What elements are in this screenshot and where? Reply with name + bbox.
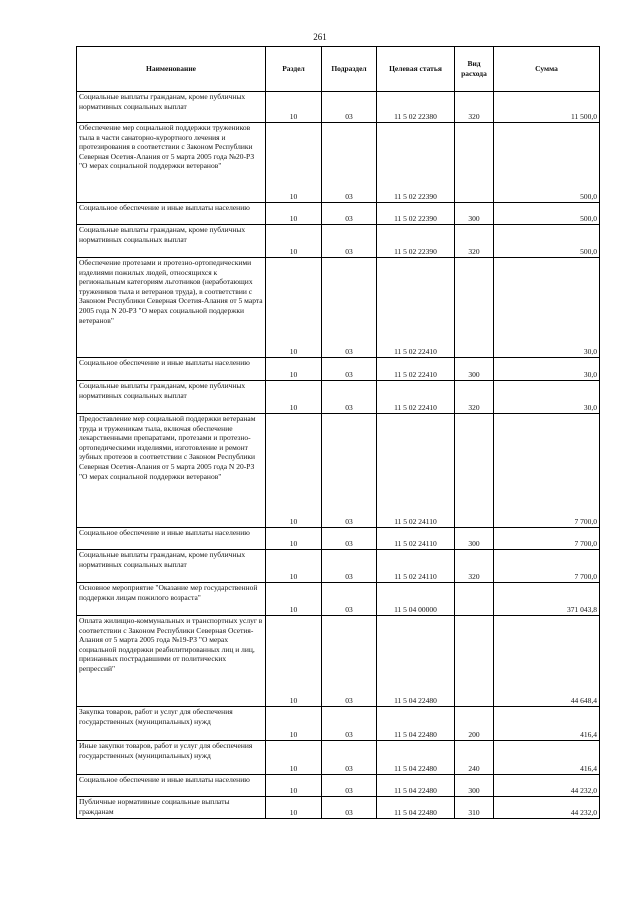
cell-razdel: 10 (266, 550, 322, 583)
cell-name: Социальные выплаты гражданам, кроме публичных нормативных социальных выплат (77, 225, 266, 258)
cell-podrazdel: 03 (322, 203, 377, 225)
cell-name: Публичные нормативные социальные выплаты гражданам (77, 797, 266, 819)
cell-razdel: 10 (266, 797, 322, 819)
cell-amount: 30,0 (494, 358, 600, 381)
cell-podrazdel: 03 (322, 616, 377, 707)
cell-razdel: 10 (266, 707, 322, 741)
cell-expense-type: 320 (455, 381, 494, 414)
header-razdel: Раздел (266, 47, 322, 92)
table-row (77, 123, 600, 203)
table-row (77, 550, 600, 583)
cell-target-article: 11 5 04 22480 (377, 707, 455, 741)
budget-table (76, 46, 600, 819)
cell-amount: 500,0 (494, 225, 600, 258)
cell-target-article: 11 5 04 00000 (377, 583, 455, 616)
cell-expense-type: 240 (455, 741, 494, 775)
table-row (77, 616, 600, 707)
cell-target-article: 11 5 02 24110 (377, 550, 455, 583)
cell-expense-type (455, 616, 494, 707)
cell-expense-type: 300 (455, 358, 494, 381)
cell-razdel: 10 (266, 414, 322, 528)
cell-amount: 371 043,8 (494, 583, 600, 616)
cell-name: Социальные выплаты гражданам, кроме публичных нормативных социальных выплат (77, 92, 266, 123)
cell-amount: 7 700,0 (494, 414, 600, 528)
header-target-article: Целевая статья (377, 47, 455, 92)
header-expense-type: Вид расхода (455, 47, 494, 92)
cell-podrazdel: 03 (322, 528, 377, 550)
table-row (77, 258, 600, 358)
table-row (77, 414, 600, 528)
cell-podrazdel: 03 (322, 381, 377, 414)
table-row (77, 741, 600, 775)
cell-expense-type: 320 (455, 92, 494, 123)
cell-razdel: 10 (266, 92, 322, 123)
cell-name: Социальное обеспечение и иные выплаты населению (77, 775, 266, 797)
cell-amount: 416,4 (494, 741, 600, 775)
cell-podrazdel: 03 (322, 550, 377, 583)
cell-amount: 11 500,0 (494, 92, 600, 123)
cell-name: Иные закупки товаров, работ и услуг для обеспечения государственных (муниципальных) нужд (77, 741, 266, 775)
cell-expense-type: 320 (455, 550, 494, 583)
cell-name: Обеспечение мер социальной поддержки тружеников тыла в части санаторно-курортного лечения и протезирования в соответствии с Законом Республики Северная Осетия-Алания от 5 марта 2005 года №20-РЗ "О мерах социальной поддержки ветеранов" (77, 123, 266, 203)
cell-podrazdel: 03 (322, 123, 377, 203)
cell-expense-type: 200 (455, 707, 494, 741)
table-row (77, 92, 600, 123)
cell-name: Обеспечение протезами и протезно-ортопедическими изделиями пожилых людей, относящихся к региональным категориям льготников (неработающих тружеников тыла и ветеранов труда), в соответствии с Законом Республики Северная Осетия-Алания от 5 марта 2005 года N 20-РЗ "О мерах социальной поддержки ветеранов" (77, 258, 266, 358)
table-row (77, 707, 600, 741)
cell-amount: 500,0 (494, 203, 600, 225)
cell-name: Социальные выплаты гражданам, кроме публичных нормативных социальных выплат (77, 550, 266, 583)
cell-amount: 44 232,0 (494, 797, 600, 819)
cell-podrazdel: 03 (322, 358, 377, 381)
cell-name: Социальное обеспечение и иные выплаты населению (77, 528, 266, 550)
table-row (77, 358, 600, 381)
cell-expense-type (455, 414, 494, 528)
table-row (77, 225, 600, 258)
cell-target-article: 11 5 02 22390 (377, 203, 455, 225)
table-row (77, 583, 600, 616)
table-row (77, 381, 600, 414)
cell-podrazdel: 03 (322, 741, 377, 775)
cell-expense-type: 300 (455, 528, 494, 550)
cell-target-article: 11 5 02 22410 (377, 258, 455, 358)
cell-name: Основное мероприятие "Оказание мер государственной поддержки лицам пожилого возраста" (77, 583, 266, 616)
cell-name: Социальные выплаты гражданам, кроме публичных нормативных социальных выплат (77, 381, 266, 414)
cell-target-article: 11 5 02 22410 (377, 381, 455, 414)
cell-target-article: 11 5 02 22390 (377, 225, 455, 258)
cell-razdel: 10 (266, 225, 322, 258)
cell-name: Оплата жилищно-коммунальных и транспортных услуг в соответствии с Законом Республики Северная Осетия-Алания от 5 марта 2005 года №19-РЗ "О мерах социальной поддержки реабилитированных лиц и лиц, признанных пострадавшими от политических репрессий" (77, 616, 266, 707)
cell-name: Социальное обеспечение и иные выплаты населению (77, 358, 266, 381)
cell-name: Социальное обеспечение и иные выплаты населению (77, 203, 266, 225)
cell-target-article: 11 5 04 22480 (377, 797, 455, 819)
cell-razdel: 10 (266, 528, 322, 550)
page-number: 261 (313, 32, 327, 42)
cell-podrazdel: 03 (322, 92, 377, 123)
cell-name: Предоставление мер социальной поддержки ветеранам труда и труженикам тыла, включая обеспечение лекарственными препаратами, протезами и протезно-ортопедическими изделиями, изготовление и ремонт зубных протезов в соответствии с Законом Республики Северная Осетия-Алания от 5 марта 2005 года N 20-РЗ "О мерах социальной поддержки ветеранов" (77, 414, 266, 528)
cell-target-article: 11 5 02 22390 (377, 123, 455, 203)
cell-amount: 416,4 (494, 707, 600, 741)
cell-podrazdel: 03 (322, 707, 377, 741)
cell-razdel: 10 (266, 123, 322, 203)
cell-razdel: 10 (266, 258, 322, 358)
cell-expense-type (455, 258, 494, 358)
cell-target-article: 11 5 04 22480 (377, 741, 455, 775)
cell-podrazdel: 03 (322, 797, 377, 819)
cell-razdel: 10 (266, 381, 322, 414)
cell-podrazdel: 03 (322, 225, 377, 258)
table-row (77, 797, 600, 819)
cell-razdel: 10 (266, 741, 322, 775)
cell-razdel: 10 (266, 583, 322, 616)
cell-podrazdel: 03 (322, 258, 377, 358)
cell-target-article: 11 5 04 22480 (377, 616, 455, 707)
cell-amount: 7 700,0 (494, 550, 600, 583)
cell-razdel: 10 (266, 203, 322, 225)
cell-expense-type: 300 (455, 775, 494, 797)
table-row (77, 203, 600, 225)
cell-podrazdel: 03 (322, 775, 377, 797)
cell-razdel: 10 (266, 616, 322, 707)
cell-expense-type (455, 123, 494, 203)
cell-expense-type (455, 583, 494, 616)
cell-razdel: 10 (266, 358, 322, 381)
cell-amount: 500,0 (494, 123, 600, 203)
cell-expense-type: 300 (455, 203, 494, 225)
cell-expense-type: 310 (455, 797, 494, 819)
table-header-row (77, 47, 600, 92)
cell-target-article: 11 5 02 22410 (377, 358, 455, 381)
table-body (77, 92, 600, 819)
cell-amount: 44 232,0 (494, 775, 600, 797)
cell-podrazdel: 03 (322, 414, 377, 528)
header-name: Наименование (77, 47, 266, 92)
table-row (77, 775, 600, 797)
cell-amount: 44 648,4 (494, 616, 600, 707)
cell-name: Закупка товаров, работ и услуг для обеспечения государственных (муниципальных) нужд (77, 707, 266, 741)
cell-razdel: 10 (266, 775, 322, 797)
cell-amount: 30,0 (494, 258, 600, 358)
cell-target-article: 11 5 02 24110 (377, 528, 455, 550)
cell-target-article: 11 5 04 22480 (377, 775, 455, 797)
header-amount: Сумма (494, 47, 600, 92)
cell-amount: 30,0 (494, 381, 600, 414)
cell-expense-type: 320 (455, 225, 494, 258)
cell-target-article: 11 5 02 24110 (377, 414, 455, 528)
header-podrazdel: Подраздел (322, 47, 377, 92)
cell-podrazdel: 03 (322, 583, 377, 616)
table-row (77, 528, 600, 550)
cell-amount: 7 700,0 (494, 528, 600, 550)
cell-target-article: 11 5 02 22380 (377, 92, 455, 123)
